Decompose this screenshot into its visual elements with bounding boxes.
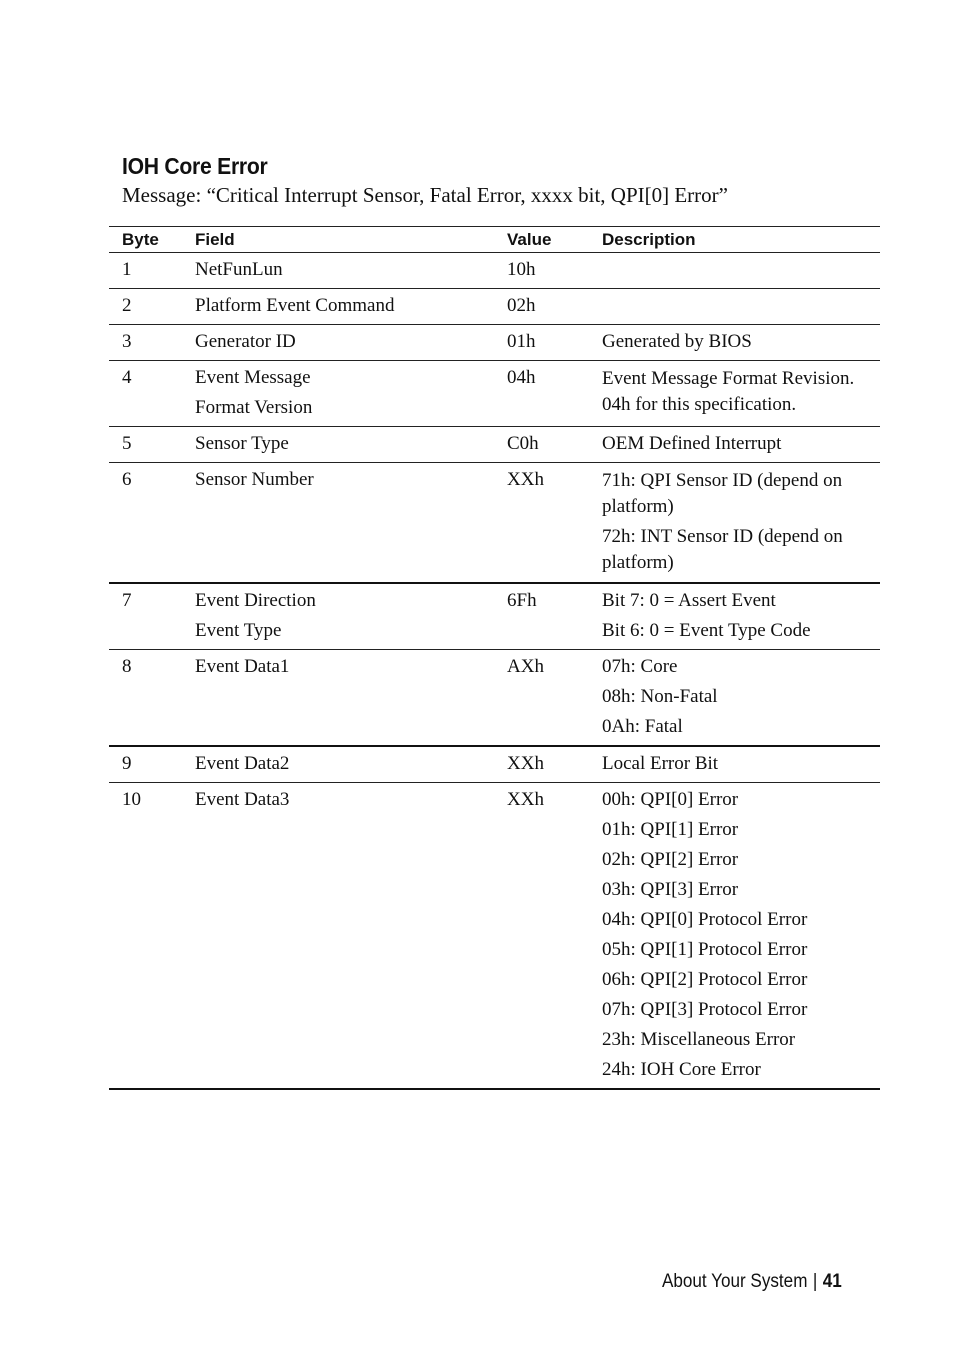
field-line: Event Data2 [195, 753, 290, 774]
description-line: OEM Defined Interrupt [602, 433, 782, 454]
cell-description [592, 650, 880, 747]
cell-description [592, 289, 880, 325]
cell-value: XXh [493, 463, 592, 584]
cell-field [182, 427, 493, 463]
field-line: Event Data1 [195, 656, 290, 677]
section-heading: IOH Core Error [122, 153, 268, 179]
cell-value: 01h [493, 325, 592, 361]
cell-value: AXh [493, 650, 592, 747]
header-byte: Byte [109, 227, 182, 253]
table-row [109, 583, 880, 650]
description-line: Bit 6: 0 = Event Type Code [602, 620, 811, 641]
cell-description [592, 463, 880, 584]
description-line: 00h: QPI[0] Error [602, 789, 739, 810]
description-line: 08h: Non-Fatal [602, 686, 718, 707]
field-line: Event Data3 [195, 789, 290, 810]
cell-value: 6Fh [493, 583, 592, 650]
table-row [109, 783, 880, 1090]
field-line: Event Message [195, 367, 311, 388]
field-line: NetFunLun [195, 259, 283, 280]
cell-field [182, 325, 493, 361]
table-body [109, 253, 880, 1090]
cell-description [592, 583, 880, 650]
cell-byte: 2 [109, 289, 182, 325]
description-line: 07h: QPI[3] Protocol Error [602, 999, 808, 1020]
message-text: Message: “Critical Interrupt Sensor, Fatal Error, xxxx bit, QPI[0] Error” [122, 183, 728, 207]
cell-field [182, 289, 493, 325]
cell-value: 04h [493, 361, 592, 427]
cell-byte: 9 [109, 746, 182, 783]
description-line: Event Message Format Revision. 04h for this specification. [602, 368, 855, 415]
table-row [109, 650, 880, 747]
description-line: Local Error Bit [602, 753, 719, 774]
footer-section-title: About Your System [662, 1271, 808, 1292]
description-line: 71h: QPI Sensor ID (depend on platform) [602, 470, 843, 517]
cell-field [182, 583, 493, 650]
table-row [109, 361, 880, 427]
description-line: Bit 7: 0 = Assert Event [602, 590, 776, 611]
table-row [109, 289, 880, 325]
description-line: 03h: QPI[3] Error [602, 879, 739, 900]
field-line: Event Type [195, 620, 282, 641]
cell-field [182, 463, 493, 584]
page-footer [662, 1271, 842, 1293]
cell-field [182, 253, 493, 289]
footer-separator: | [812, 1271, 818, 1292]
cell-byte: 1 [109, 253, 182, 289]
cell-byte: 5 [109, 427, 182, 463]
cell-description [592, 783, 880, 1090]
cell-value: XXh [493, 746, 592, 783]
cell-description [592, 325, 880, 361]
cell-value: 02h [493, 289, 592, 325]
description-line: 02h: QPI[2] Error [602, 849, 739, 870]
description-line: 05h: QPI[1] Protocol Error [602, 939, 808, 960]
table-row [109, 325, 880, 361]
field-line: Platform Event Command [195, 295, 395, 316]
header-value: Value [493, 227, 592, 253]
cell-value: XXh [493, 783, 592, 1090]
description-line: 07h: Core [602, 656, 678, 677]
table-row [109, 253, 880, 289]
cell-field [182, 650, 493, 747]
table-row [109, 746, 880, 783]
field-line: Sensor Number [195, 469, 314, 490]
cell-field [182, 361, 493, 427]
field-line: Sensor Type [195, 433, 289, 454]
description-line: 01h: QPI[1] Error [602, 819, 739, 840]
table-header-row [109, 227, 880, 253]
header-field: Field [182, 227, 493, 253]
description-line: 24h: IOH Core Error [602, 1059, 761, 1080]
field-line: Format Version [195, 397, 313, 418]
header-description: Description [592, 227, 880, 253]
cell-value: 10h [493, 253, 592, 289]
cell-field [182, 746, 493, 783]
cell-description [592, 361, 880, 427]
table-row [109, 427, 880, 463]
cell-field [182, 783, 493, 1090]
description-line: 06h: QPI[2] Protocol Error [602, 969, 808, 990]
field-line: Event Direction [195, 590, 316, 611]
description-line: 04h: QPI[0] Protocol Error [602, 909, 808, 930]
event-data-table [109, 226, 880, 1090]
description-line: 23h: Miscellaneous Error [602, 1029, 796, 1050]
field-line: Generator ID [195, 331, 296, 352]
table-row [109, 463, 880, 584]
cell-description [592, 427, 880, 463]
cell-description [592, 253, 880, 289]
description-line: 0Ah: Fatal [602, 716, 683, 737]
cell-byte: 10 [109, 783, 182, 1090]
cell-byte: 4 [109, 361, 182, 427]
cell-value: C0h [493, 427, 592, 463]
cell-byte: 3 [109, 325, 182, 361]
cell-byte: 7 [109, 583, 182, 650]
description-line: Generated by BIOS [602, 331, 752, 352]
cell-byte: 8 [109, 650, 182, 747]
page-number: 41 [822, 1271, 842, 1292]
description-line: 72h: INT Sensor ID (depend on platform) [602, 526, 843, 573]
cell-description [592, 746, 880, 783]
cell-byte: 6 [109, 463, 182, 584]
